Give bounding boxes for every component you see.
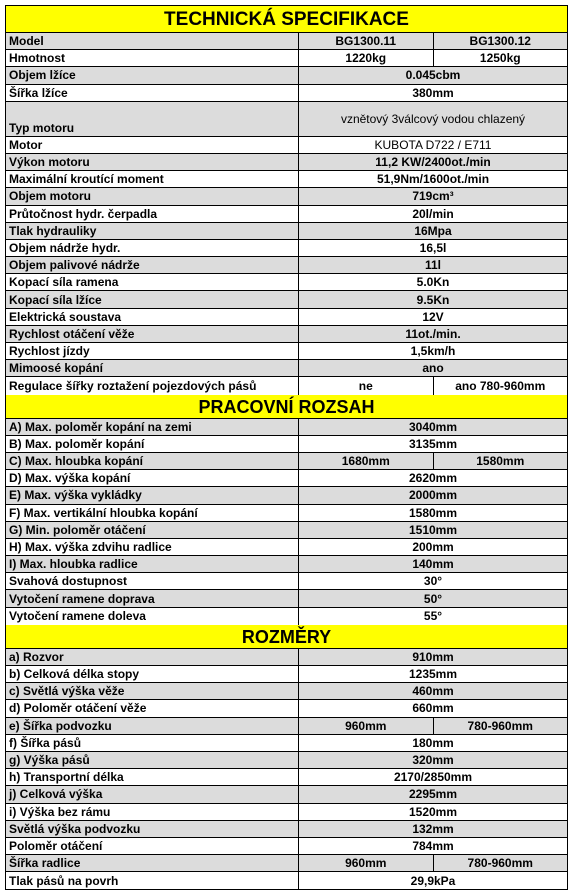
row-value: 16,5l: [419, 240, 447, 255]
row-label: C) Max. hloubka kopání: [6, 453, 299, 469]
row-label: Průtočnost hydr. čerpadla: [6, 206, 299, 222]
table-row: [6, 735, 567, 752]
row-values: [299, 556, 567, 572]
row-label: Vytočení ramene doprava: [6, 590, 299, 606]
row-label: c) Světlá výška věže: [6, 683, 299, 699]
table-row: [6, 453, 567, 470]
row-value: 11ot./min.: [405, 326, 461, 341]
row-value: 1580mm: [408, 505, 458, 520]
row-label: e) Šířka podvozku: [6, 718, 299, 734]
row-value: 0.045cbm: [405, 68, 461, 83]
spec-sheet: [5, 5, 568, 890]
row-values: [299, 102, 567, 136]
row-values: [299, 343, 567, 359]
table-row: [6, 718, 567, 735]
row-value: 1250kg: [479, 51, 521, 66]
row-label: Tlak pásů na povrh: [6, 872, 299, 889]
row-value: 50°: [423, 591, 443, 606]
table-row: [6, 419, 567, 436]
row-label: a) Rozvor: [6, 649, 299, 665]
row-label: Mimoosé kopání: [6, 360, 299, 376]
row-label: Objem motoru: [6, 188, 299, 204]
row-values: [299, 735, 567, 751]
row-value: 51,9Nm/1600ot./min: [376, 172, 490, 187]
table-row: [6, 67, 567, 84]
row-label: Typ motoru: [6, 102, 299, 136]
row-label: Šířka radlice: [6, 855, 299, 871]
row-label: j) Celková výška: [6, 786, 299, 802]
table-row: [6, 343, 567, 360]
row-values: [299, 804, 567, 820]
row-label: Maximální kroutící moment: [6, 171, 299, 187]
row-label: d) Poloměr otáčení věže: [6, 700, 299, 716]
row-values: [299, 453, 567, 469]
row-value: 2000mm: [408, 488, 458, 503]
row-value: 200mm: [412, 539, 454, 554]
row-label: I) Max. hloubka radlice: [6, 556, 299, 572]
row-value: 2620mm: [408, 471, 458, 486]
row-values: [299, 683, 567, 699]
table-row: [6, 487, 567, 504]
row-value: 11l: [424, 258, 442, 273]
row-label: Vytočení ramene doleva: [6, 608, 299, 625]
row-values: [299, 85, 567, 101]
table-row: [6, 206, 567, 223]
row-label: g) Výška pásů: [6, 752, 299, 768]
row-values: [299, 700, 567, 716]
table-row: [6, 821, 567, 838]
row-values: [299, 522, 567, 538]
table-row: [6, 257, 567, 274]
row-values: [299, 50, 567, 66]
table-row: [6, 804, 567, 821]
table-row: [6, 50, 567, 67]
row-label: A) Max. poloměr kopání na zemi: [6, 419, 299, 435]
dimensions-header: ROZMĚRY: [6, 625, 567, 649]
row-value: 910mm: [412, 649, 454, 664]
table-row: [6, 470, 567, 487]
table-row: [6, 872, 567, 889]
row-label: Kopací síla ramena: [6, 274, 299, 290]
row-label: G) Min. poloměr otáčení: [6, 522, 299, 538]
row-values: [299, 419, 567, 435]
table-row: [6, 85, 567, 102]
table-row: [6, 102, 567, 137]
table-row: [6, 590, 567, 607]
row-label: Kopací síla lžíce: [6, 291, 299, 307]
row-label: b) Celková délka stopy: [6, 666, 299, 682]
row-value: 11,2 KW/2400ot./min: [375, 155, 491, 170]
table-row: [6, 326, 567, 343]
row-values: [299, 360, 567, 376]
row-values: [299, 718, 567, 734]
row-values: [299, 786, 567, 802]
table-row: [6, 666, 567, 683]
row-value: 2295mm: [408, 787, 458, 802]
row-values: [299, 154, 567, 170]
row-label: h) Transportní délka: [6, 769, 299, 785]
row-label: D) Max. výška kopání: [6, 470, 299, 486]
row-label: Regulace šířky roztažení pojezdových pásů: [6, 377, 299, 394]
row-values: [299, 539, 567, 555]
row-values: [299, 573, 567, 589]
work-range-table: [6, 419, 567, 625]
row-label: Hmotnost: [6, 50, 299, 66]
table-row: [6, 573, 567, 590]
title-header: TECHNICKÁ SPECIFIKACE: [6, 6, 567, 33]
table-row: [6, 505, 567, 522]
row-value: 1,5km/h: [410, 344, 456, 359]
row-label: Objem nádrže hydr.: [6, 240, 299, 256]
table-row: [6, 838, 567, 855]
row-value: 12V: [422, 309, 444, 324]
row-values: [299, 752, 567, 768]
row-values: [299, 33, 567, 49]
row-value: 719cm³: [412, 189, 454, 204]
row-value: BG1300.11: [299, 33, 434, 49]
row-value: 780-960mm: [467, 856, 533, 871]
row-values: [299, 436, 567, 452]
row-values: [299, 608, 567, 625]
row-value: 55°: [423, 609, 443, 624]
row-value: 784mm: [412, 838, 454, 853]
row-values: [299, 171, 567, 187]
table-row: [6, 33, 567, 50]
table-row: [6, 171, 567, 188]
row-values: [299, 257, 567, 273]
row-label: Objem lžíce: [6, 67, 299, 83]
table-row: [6, 608, 567, 625]
row-values: [299, 666, 567, 682]
work-range-header: PRACOVNÍ ROZSAH: [6, 395, 567, 419]
row-values: [299, 291, 567, 307]
row-values: [299, 377, 567, 394]
row-label: F) Max. vertikální hloubka kopání: [6, 505, 299, 521]
dimensions-table: [6, 649, 567, 890]
row-value: 9.5Kn: [416, 292, 450, 307]
row-label: H) Max. výška zdvihu radlice: [6, 539, 299, 555]
row-label: i) Výška bez rámu: [6, 804, 299, 820]
row-value: 1510mm: [408, 522, 458, 537]
table-row: [6, 360, 567, 377]
row-values: [299, 137, 567, 153]
row-value: 460mm: [412, 684, 454, 699]
table-row: [6, 752, 567, 769]
table-row: [6, 291, 567, 308]
row-label: B) Max. poloměr kopání: [6, 436, 299, 452]
row-values: [299, 188, 567, 204]
row-values: [299, 67, 567, 83]
row-value: 1220kg: [299, 50, 434, 66]
row-value: 1580mm: [476, 454, 525, 469]
table-row: [6, 154, 567, 171]
row-values: [299, 274, 567, 290]
table-row: [6, 377, 567, 394]
row-values: [299, 223, 567, 239]
row-value: 960mm: [299, 718, 434, 734]
row-values: [299, 326, 567, 342]
row-label: f) Šířka pásů: [6, 735, 299, 751]
row-label: Tlak hydrauliky: [6, 223, 299, 239]
table-row: [6, 700, 567, 717]
row-label: Poloměr otáčení: [6, 838, 299, 854]
row-value: 5.0Kn: [416, 275, 450, 290]
row-values: [299, 649, 567, 665]
row-value: 16Mpa: [414, 223, 452, 238]
row-values: [299, 769, 567, 785]
row-value: ne: [299, 377, 434, 394]
table-row: [6, 769, 567, 786]
row-values: [299, 838, 567, 854]
table-row: [6, 188, 567, 205]
table-row: [6, 649, 567, 666]
row-value: 30°: [423, 574, 443, 589]
row-label: Rychlost jízdy: [6, 343, 299, 359]
table-row: [6, 556, 567, 573]
row-label: Objem palivové nádrže: [6, 257, 299, 273]
row-value: 320mm: [412, 753, 454, 768]
spec-table: [6, 33, 567, 395]
row-label: Výkon motoru: [6, 154, 299, 170]
row-value: 29,9kPa: [410, 873, 456, 888]
row-value: 1520mm: [408, 804, 458, 819]
row-value: 660mm: [412, 701, 454, 716]
row-values: [299, 505, 567, 521]
table-row: [6, 683, 567, 700]
table-row: [6, 240, 567, 257]
table-row: [6, 274, 567, 291]
row-label: Rychlost otáčení věže: [6, 326, 299, 342]
row-value: 780-960mm: [467, 718, 533, 733]
row-value: 1235mm: [408, 667, 458, 682]
row-value: 2170/2850mm: [393, 770, 473, 785]
row-values: [299, 872, 567, 889]
row-value: ano 780-960mm: [455, 378, 546, 393]
row-label: Model: [6, 33, 299, 49]
row-value: 960mm: [299, 855, 434, 871]
table-row: [6, 436, 567, 453]
row-value: 380mm: [412, 85, 454, 100]
row-value: 132mm: [412, 821, 454, 836]
row-label: E) Max. výška vykládky: [6, 487, 299, 503]
row-value: 3040mm: [408, 419, 458, 434]
table-row: [6, 223, 567, 240]
row-value: vznětový 3válcový vodou chlazený: [340, 111, 526, 126]
row-value: KUBOTA D722 / E711: [374, 137, 492, 152]
table-row: [6, 137, 567, 154]
table-row: [6, 539, 567, 556]
table-row: [6, 309, 567, 326]
row-label: Svahová dostupnost: [6, 573, 299, 589]
table-row: [6, 855, 567, 872]
row-values: [299, 590, 567, 606]
row-values: [299, 240, 567, 256]
row-value: ano: [422, 361, 444, 376]
table-row: [6, 786, 567, 803]
row-label: Šířka lžíce: [6, 85, 299, 101]
row-value: BG1300.12: [469, 34, 531, 49]
row-value: 20l/min: [412, 206, 454, 221]
row-values: [299, 821, 567, 837]
row-values: [299, 206, 567, 222]
row-label: Světlá výška podvozku: [6, 821, 299, 837]
row-values: [299, 487, 567, 503]
row-value: 3135mm: [408, 436, 458, 451]
row-label: Elektrická soustava: [6, 309, 299, 325]
row-value: 1680mm: [299, 453, 434, 469]
row-values: [299, 470, 567, 486]
row-value: 140mm: [412, 557, 454, 572]
row-value: 180mm: [412, 735, 454, 750]
row-label: Motor: [6, 137, 299, 153]
row-values: [299, 309, 567, 325]
table-row: [6, 522, 567, 539]
